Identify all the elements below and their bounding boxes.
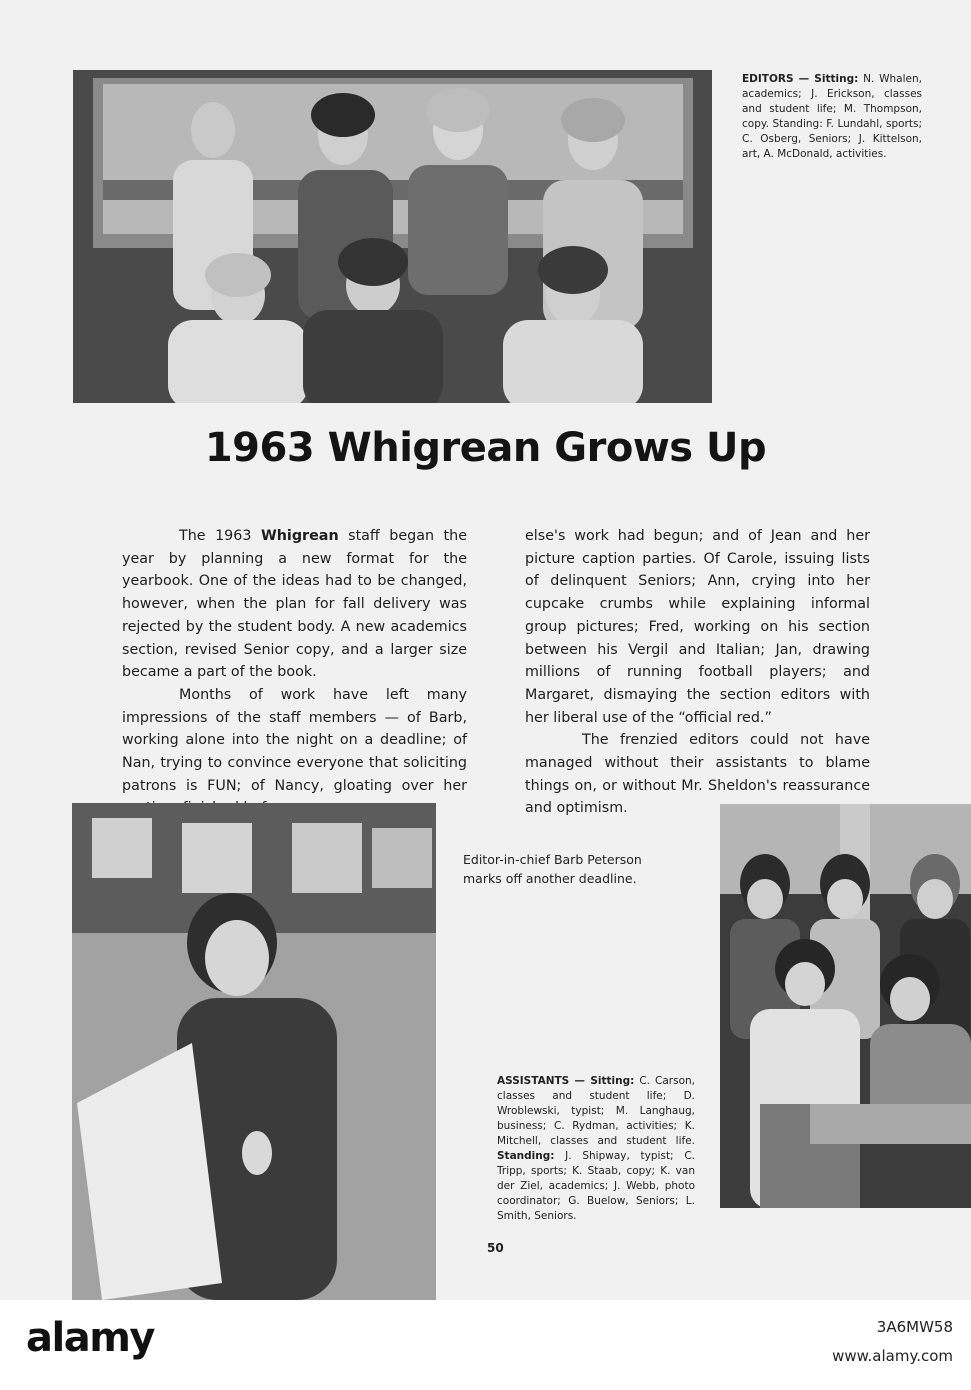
body-paragraph-2: Months of work have left many impressions of the staff members — of Barb, working alone into the night on a deadline; of Nan, trying to convince everyone that soliciting patrons is FUN; of Nancy, gloating over her [122,686,467,794]
body-paragraph-3: else's work had begun; and of Jean and her picture caption parties. Of Carole, issuing lists of delinquent Seniors; Ann, crying into her cupcake crumbs while explaining informal group pictures; Fred, working on his section between his Vergil and Italian; Jan, drawing millions of running football players; and Margaret, dismaying the section editors with her liberal use of the “official red.” [525,528,870,726]
page-title: 1963 Whigrean Grows Up [204,425,767,471]
assistants-photo [720,804,971,1208]
editors-caption [742,72,922,162]
assistants-caption-text: J. Shipway, typist; C. Tripp, sports; K. Staab, copy; K. van der Ziel, academics; J. Webb, photo coordinator; G. Buelow, Seniors; L. Smith, Seniors. [497,1150,695,1222]
body-paragraph-4: The frenzied editors could not have managed without their assistants to blame things on, or without Mr. Sheldon's reassurance and optimism. [525,732,870,817]
assistants-caption-text: C. Carson, classes and student life; D. Wroblewski, typist; M. Langhaug, business; C. Rydman, activities; K. Mitchell, classes and student life. [497,1075,695,1147]
assistants-caption [497,1074,695,1224]
editors-caption-text: N. Whalen, academics; J. Erickson, classes and student life; M. Thompson, copy. Standing: F. Lundahl, sports; C. Osberg, Seniors; J. Kittelson, art, A. McDonald, activities. [742,73,922,160]
editors-photo [73,70,712,403]
assistants-standing-label: Standing: [497,1150,555,1162]
site-url: www.alamy.com [832,1347,953,1365]
body-column-right [525,525,870,820]
body-text: staff began the year by planning a new format for the yearbook. One of the ideas had to be changed, however, when the plan for fall delivery was rejected by the student body. A new academics section, revised Senior copy, and a larger size became a part of the book. [122,528,467,681]
alamy-logo: alamy [26,1315,154,1361]
editor-in-chief-photo [72,803,436,1300]
assistants-caption-label: ASSISTANTS — Sitting: [497,1075,635,1087]
editor-in-chief-caption: Editor-in-chief Barb Peterson marks off another deadline. [463,852,642,886]
page-number: 50 [487,1241,504,1255]
editors-caption-label: EDITORS — Sitting: [742,73,859,85]
body-paragraph-1 [122,525,467,684]
yearbook-name: Whigrean [260,528,339,544]
image-id: 3A6MW58 [876,1318,953,1336]
body-text: The 1963 [179,528,261,544]
body-column-left [122,525,467,820]
